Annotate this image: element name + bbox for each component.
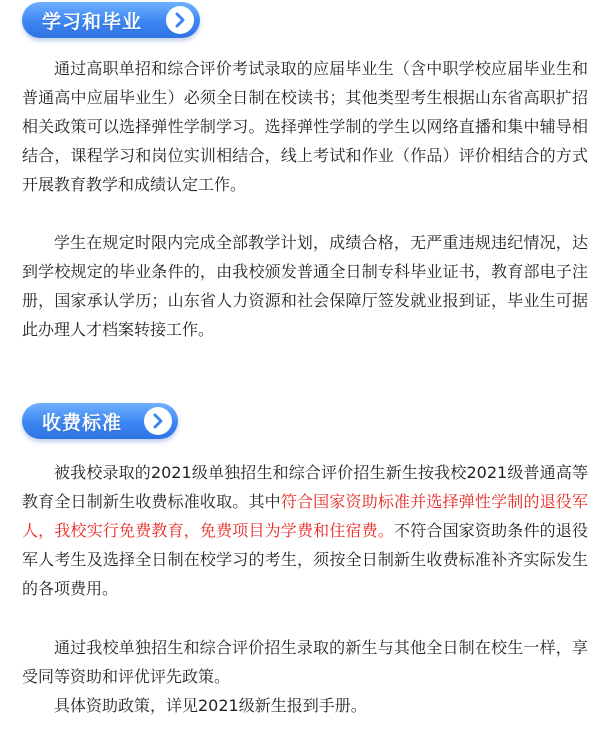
highlighted-text: 符合国家资助标准并选择弹性学制的退役军人，我校实行免费教育，免费项目为学费和住宿费。: [22, 492, 588, 540]
paragraph: 学生在规定时限内完成全部教学计划，成绩合格，无严重违规违纪情况，达到学校规定的毕业条件的，由我校颁发普通全日制专科毕业证书，教育部电子注册，国家承认学历；山东省人力资源和社会保障厅签发就业报到证，毕业生可据此办理人才档案转接工作。: [22, 233, 588, 339]
section-badge-fees: [22, 403, 178, 439]
section-badge-study-graduation: [22, 2, 200, 38]
section-title: 学习和毕业: [42, 10, 143, 33]
paragraph-text: 被我校录取的2021级单独招生和综合评价招生新生按我校2021级普通高等教育全日制新生收费标准收取。其中: [22, 463, 588, 511]
section-title: 收费标准: [42, 411, 123, 434]
chevron-right-icon: [144, 407, 172, 435]
paragraph-text: 不符合国家资助条件的退役军人考生及选择全日制在校学习的考生，须按全日制新生收费标准补齐实际发生的各项费用。: [22, 521, 588, 598]
paragraph: [22, 458, 588, 603]
paragraph: 具体资助政策，详见2021级新生报到手册。: [54, 696, 367, 715]
chevron-right-icon: [166, 6, 194, 34]
paragraph: 通过我校单独招生和综合评价招生录取的新生与其他全日制在校生一样，享受同等资助和评优评先政策。: [22, 638, 588, 686]
paragraph: 通过高职单招和综合评价考试录取的应届毕业生（含中职学校应届毕业生和普通高中应届毕业生）必须全日制在校读书；其他类型考生根据山东省高职扩招相关政策可以选择弹性学制学习。选择弹性学制的学生以网络直播和集中辅导相结合，课程学习和岗位实训相结合，线上考试和作业（作品）评价相结合的方式开展教育教学和成绩认定工作。: [22, 59, 588, 194]
